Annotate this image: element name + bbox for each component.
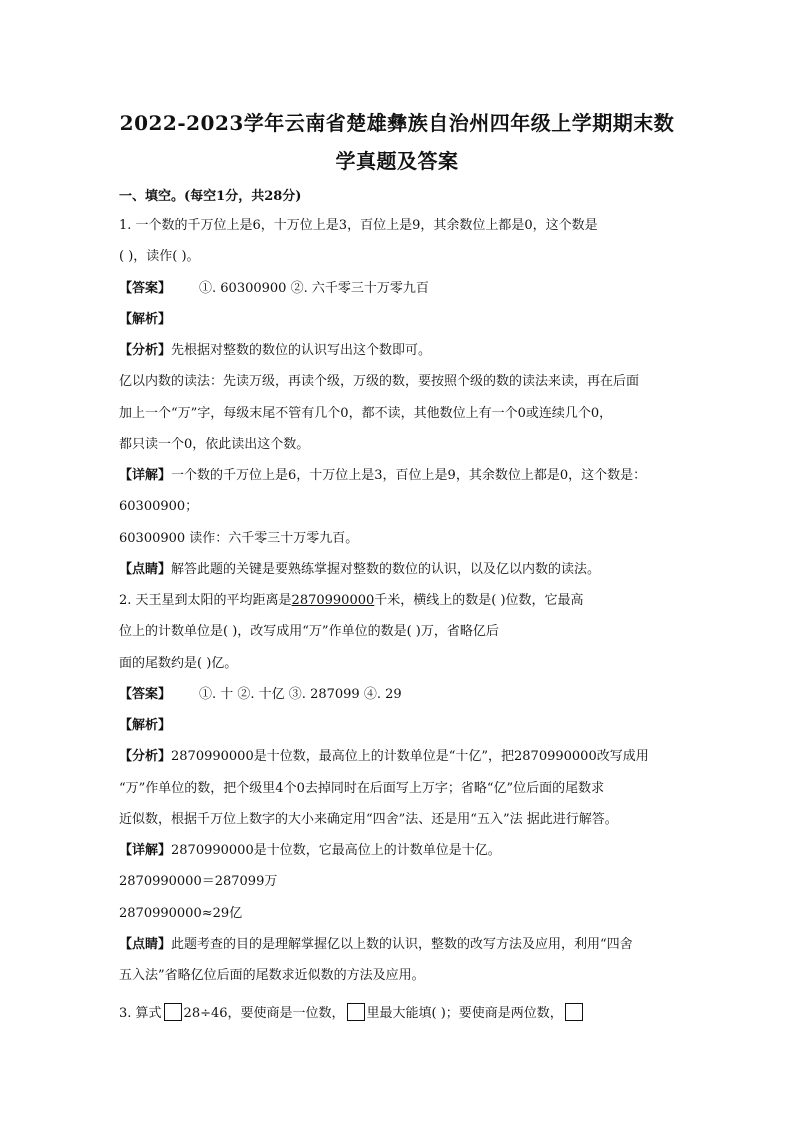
q2-fenxi [119, 748, 649, 766]
q2-calc-2: 2870990000≈29亿 [119, 906, 243, 921]
q1-dianjing [119, 561, 600, 579]
q1-jiexi-tag: 【解析】 [119, 312, 172, 327]
q2-underlined-number: 2870990000 [291, 593, 375, 608]
answer-text: ①. 60300900 ②. 六千零三十万零九百 [199, 281, 429, 296]
q2-answer [119, 686, 402, 704]
fenxi-text: 2870990000是十位数，最高位上的计数单位是“十亿”，把2870990000改写成用 [171, 749, 649, 764]
q2-dianjing [119, 936, 633, 954]
q2-line-1-post: 千米，横线上的数是( )位数，它最高 [374, 593, 584, 608]
q2-fenxi-line-2: “万”作单位的数，把个级里4个0去掉同时在后面写上万字；省略“亿”位后面的尾数求 [119, 781, 605, 796]
blank-box [164, 1003, 182, 1021]
dianjing-text: 此题考查的目的是理解掌握亿以上数的认识，整数的改写方法及应用，利用“四舍 [171, 937, 633, 952]
q2-calc-1: 2870990000＝287099万 [119, 874, 278, 889]
q3-pre: 3. 算式 [119, 1006, 162, 1021]
q2-line-2: 位上的计数单位是( )，改写成用“万”作单位的数是( )万，省略亿后 [119, 624, 499, 639]
q1-line-2: ( )，读作( )。 [119, 249, 200, 264]
q3-line-1 [119, 1003, 585, 1023]
q3-mid: 里最大能填( )；要使商是两位数， [366, 1006, 563, 1021]
answer-tag: 【答案】 [119, 687, 172, 702]
blank-box [347, 1003, 365, 1021]
fenxi-tag: 【分析】 [119, 749, 172, 764]
q1-rule-line-2: 加上一个“万”字，每级末尾不管有几个0，都不读，其他数位上有一个0或连续几个0， [119, 406, 613, 421]
answer-text: ①. 十 ②. 十亿 ③. 287099 ④. 29 [199, 687, 402, 702]
dianjing-tag: 【点睛】 [119, 562, 172, 577]
q1-answer [119, 280, 429, 298]
q1-xiangjie [119, 467, 646, 485]
q1-fenxi [119, 342, 431, 360]
title-line-2: 学真题及答案 [335, 149, 459, 173]
answer-tag: 【答案】 [119, 281, 172, 296]
q1-rule-line-3: 都只读一个0，依此读出这个数。 [119, 437, 310, 452]
xiangjie-tag: 【详解】 [119, 843, 172, 858]
title-line-1: 2022-2023学年云南省楚雄彝族自治州四年级上学期期末数 [119, 111, 675, 135]
q1-rule-line-1: 亿以内数的读法：先读万级，再读个级，万级的数，要按照个级的数的读法来读，再在后面 [119, 374, 640, 389]
fenxi-tag: 【分析】 [119, 343, 172, 358]
xiangjie-text: 2870990000是十位数，它最高位上的计数单位是十亿。 [171, 843, 501, 858]
section-heading: 一、填空。(每空1分，共28分) [119, 189, 302, 204]
q2-line-1 [119, 592, 584, 610]
q1-line-1: 1. 一个数的千万位上是6，十万位上是3，百位上是9，其余数位上都是0，这个数是 [119, 218, 598, 233]
q3-expr: 28÷46，要使商是一位数， [183, 1006, 345, 1021]
blank-box [565, 1003, 583, 1021]
fenxi-text: 先根据对整数的数位的认识写出这个数即可。 [171, 343, 432, 358]
xiangjie-text: 一个数的千万位上是6，十万位上是3，百位上是9，其余数位上都是0，这个数是： [171, 468, 647, 483]
q1-xiangjie-line-2: 60300900； [119, 499, 199, 514]
q1-xiangjie-line-3: 60300900 读作：六千零三十万零九百。 [119, 531, 359, 546]
q2-dianjing-line-2: 五入法”省略亿位后面的尾数求近似数的方法及应用。 [119, 968, 425, 983]
q2-xiangjie [119, 842, 501, 860]
q2-fenxi-line-3: 近似数，根据千万位上数字的大小来确定用“四舍”法、还是用“五入”法 据此进行解答。 [119, 812, 618, 827]
q2-line-1-pre: 2. 天王星到太阳的平均距离是 [119, 593, 292, 608]
dianjing-tag: 【点睛】 [119, 937, 172, 952]
xiangjie-tag: 【详解】 [119, 468, 172, 483]
dianjing-text: 解答此题的关键是要熟练掌握对整数的数位的认识，以及亿以内数的读法。 [171, 562, 601, 577]
document-title [0, 104, 794, 180]
q2-jiexi-tag: 【解析】 [119, 718, 172, 733]
q2-line-3: 面的尾数约是( )亿。 [119, 656, 238, 671]
